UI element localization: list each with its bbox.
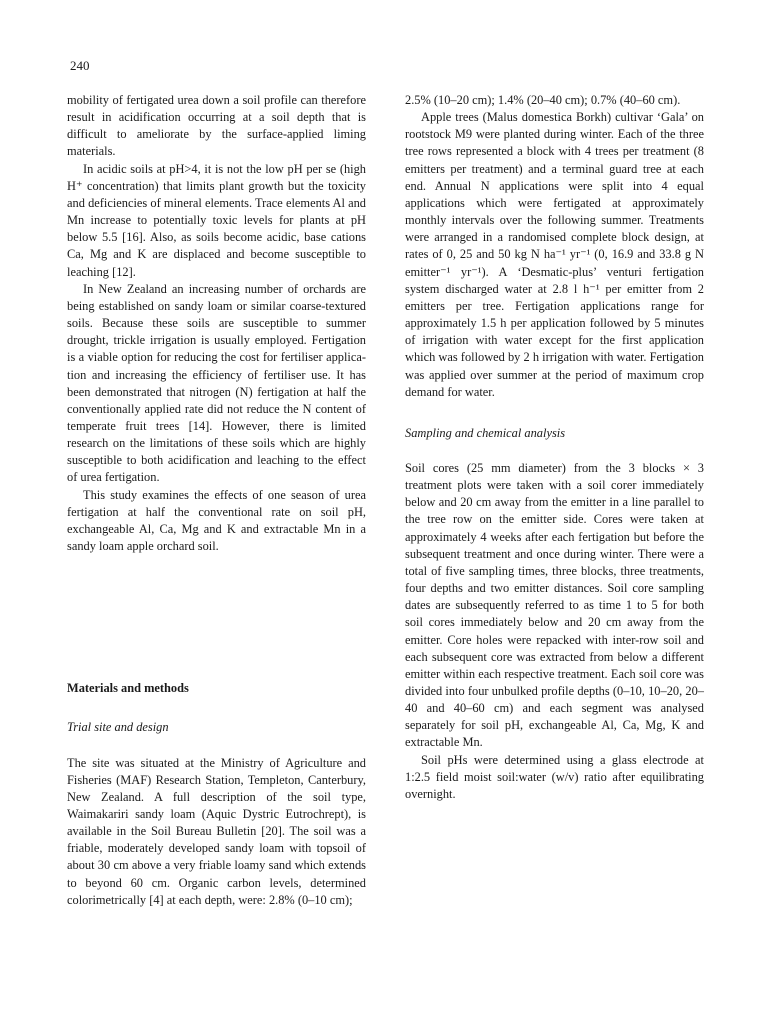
paragraph: 2.5% (10–20 cm); 1.4% (20–40 cm); 0.7% (40–60 cm).: [405, 93, 681, 107]
paragraph: Apple trees (Malus domestica Borkh) cultivar ‘Gala’ on rootstock M9 were planted during winter. Each of the three tree rows represented a block with 4 trees per treatment (8 emitters per treatment) and a terminal guard tree at each end. Annual N applications were split into 4 equal applications which were fertigated at approximately monthly intervals over the following summer. Treatments were arranged in a randomised complete block design, at rates of 0, 25 and 50 kg N ha⁻¹ yr⁻¹ (0, 16.9 and 33.8 g N emitter⁻¹ yr⁻¹). A ‘Desmatic-plus’ venturi fertigation system discharged water at 2.8 l h⁻¹ per emitter from 2 emitters per tree. Fertigation applications range for approximately 1.5 h per application followed by 5 minutes of irrigation with water except for the first application which was followed by 2 h irrigation with water. Fertigation was applied over summer at the period of maximum crop demand for water.: [405, 110, 704, 399]
subsection-heading: Sampling and chemical analysis: [405, 425, 566, 440]
paragraph: Soil cores (25 mm diameter) from the 3 blocks × 3 treatment plots were taken with a soil corer immediately below and 20 cm away from the emitter in a line parallel to the tree row on the emitter side. Cores were taken at approximately 4 weeks after each fertigation but before the subsequent treatment and once during winter. There were a total of five sampling times, three blocks, three treatments, four depths and two emitter distances. Soil core sampling dates are subsequently referred to as time 1 to 5 for both soil cores immediately below and 20 cm away from the emitter. Core holes were repacked with inter-row soil and each subsequent core was extracted from below a different emitter within each respective treatment. Each soil core was divided into four unbulked profile depths (0–10, 10–20, 20–40 and 40–60 cm) and each segment was analysed separately for soil pH, exchangeable Al, Ca, Mg, K and extractable Mn.: [405, 460, 704, 750]
left-column: [67, 92, 366, 909]
paragraph: The site was situated at the Ministry of Agriculture and Fisheries (MAF) Research Station, Templeton, Canterbury, New Zealand. A full description of the soil type, Waimakariri sandy loam (Aquic Dystric Eutrochrept), is available in the Soil Bureau Bulletin [20]. The soil was a friable, moderately developed sandy loam with topsoil of about 30 cm above a very friable loamy sand which extends to beyond 60 cm. Organic carbon levels, determined colorimetrically [4] at each depth, were: 2.8% (0–10 cm);: [67, 755, 366, 907]
paragraph: In acidic soils at pH>4, it is not the low pH per se (high H⁺ concentration) that limits plant growth but the toxicity and deficiencies of mineral elements. Trace elements Al and Mn increase to potentially toxic levels for plants at pH below 5.5 [16]. Also, as soils become acidic, base cations Ca, Mg and K are displaced and become susceptible to leaching [12].: [67, 161, 366, 279]
paragraph: This study examines the effects of one season of urea fertigation at half the conventional rate on soil pH, exchangeable Al, Ca, Mg and K and extractable Mn in a sandy loam apple orchard soil.: [67, 487, 366, 554]
paragraph: Soil pHs were determined using a glass electrode at 1:2.5 field moist soil:water (w/v) ratio after equilibrating overnight.: [405, 752, 704, 801]
subsection-heading: Trial site and design: [67, 720, 169, 735]
paragraph: mobility of fertigated urea down a soil profile can therefore result in acidification occurring at a soil depth that is difficult to ameliorate by the surface-applied liming materials.: [67, 93, 366, 159]
page-number: 240: [70, 58, 90, 73]
section-heading: Materials and methods: [67, 681, 189, 696]
right-column: [405, 92, 704, 803]
paragraph: In New Zealand an increasing number of orchards are being established on sandy loam or similar coarse-textured soils. Because these soils are susceptible to summer drought, trickle irrigation is usually employed. Fertigation is a viable option for reducing the cost for fertiliser application and increasing the efficiency of fertiliser use. It has been demonstrated that nitrogen (N) fertigation at half the conventionally applied rate did not reduce the N content of temperate fruit trees [14]. However, there is limited research on the limitations of these soils which are highly susceptible to both acidification and leaching to the effect of urea fertigation.: [67, 281, 366, 485]
